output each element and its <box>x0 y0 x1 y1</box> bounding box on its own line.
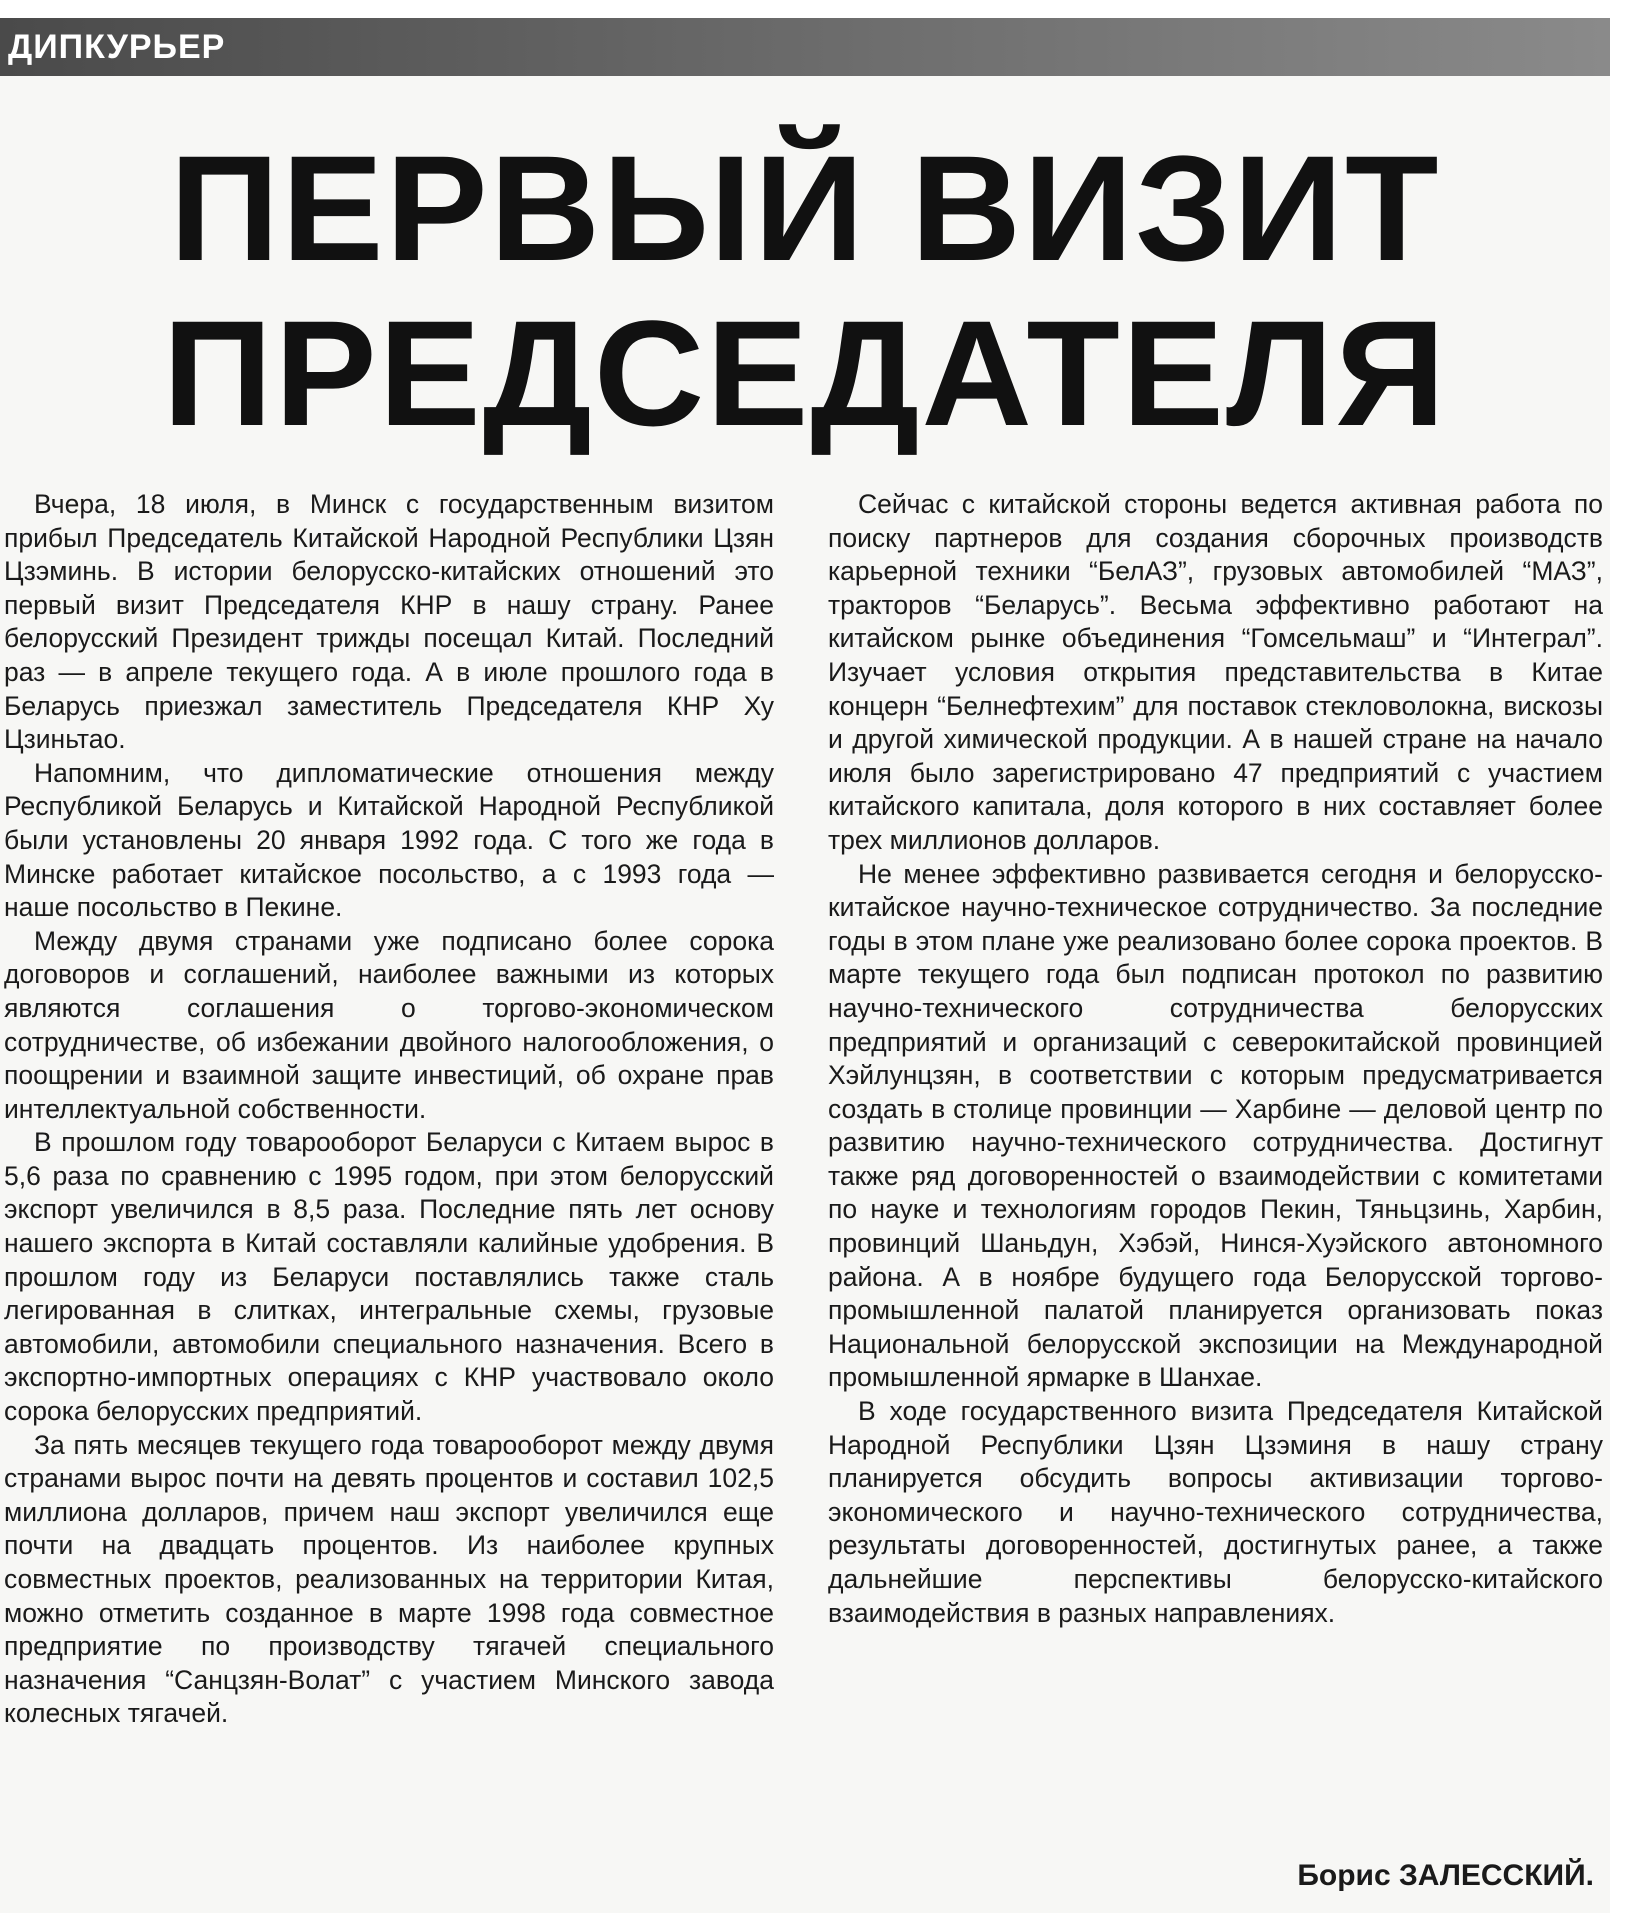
author-byline: Борис ЗАЛЕССКИЙ. <box>1297 1859 1594 1892</box>
paragraph: В прошлом году товарооборот Беларуси с Китаем вырос в 5,6 раза по сравнению с 1995 годом, при этом белорусский экспорт увеличился в 8,5 раза. Последние пять лет основу нашего экспорта в Китай составляли калийные удобрения. В прошлом году из Беларуси поставлялись также сталь легированная в слитках, интегральные схемы, грузовые автомобили, автомобили специального назначения. Всего в экспортно-импортных операциях с КНР участвовало около сорока белорусских предприятий. <box>4 1127 774 1427</box>
paragraph: За пять месяцев текущего года товарооборот между двумя странами вырос почти на девять процентов и составил 102,5 миллиона долларов, причем наш экспорт увеличился еще почти на двадцать процентов. Из наиболее крупных совместных проектов, реализованных на территории Китая, можно отметить созданное в марте 1998 года совместное предприятие по производству тягачей специального назначения “Санцзян-Волат” с участием Минского завода колесных тягачей. <box>4 1429 774 1729</box>
headline-line-2: ПРЕДСЕДАТЕЛЯ <box>162 289 1448 457</box>
article-column-left <box>4 488 774 1731</box>
newspaper-clipping <box>0 18 1610 1913</box>
article-column-right <box>828 488 1603 1630</box>
rubric-bar <box>0 18 1610 76</box>
paragraph: Между двумя странами уже подписано более сорока договоров и соглашений, наиболее важными из которых являются соглашения о торгово-экономическом сотрудничестве, об избежании двойного налогообложения, о поощрении и взаимной защите инвестиций, об охране прав интеллектуальной собственности. <box>4 925 774 1124</box>
headline-line-1: ПЕРВЫЙ ВИЗИТ <box>169 124 1441 292</box>
paragraph: Вчера, 18 июля, в Минск с государственным визитом прибыл Председатель Китайской Народной Республики Цзян Цзэминь. В истории белорусско-китайских отношений это первый визит Председателя КНР в нашу страну. Ранее белорусский Президент трижды посещал Китай. Последний раз — в апреле текущего года. А в июле прошлого года в Беларусь приезжал заместитель Председателя КНР Ху Цзиньтао. <box>4 489 774 755</box>
paragraph: В ходе государственного визита Председателя Китайской Народной Республики Цзян Цзэминя в нашу страну планируется обсудить вопросы активизации торгово-экономического и научно-технического сотрудничества, результаты договоренностей, достигнутых ранее, а также дальнейшие перспективы белорусско-китайского взаимодействия в разных направлениях. <box>828 1396 1603 1628</box>
paragraph: Сейчас с китайской стороны ведется активная работа по поиску партнеров для создания сборочных производств карьерной техники “БелАЗ”, грузовых автомобилей “МАЗ”, тракторов “Беларусь”. Весьма эффективно работают на китайском рынке объединения “Гомсельмаш” и “Интеграл”. Изучает условия открытия представительства в Китае концерн “Белнефтехим” для поставок стекловолокна, вискозы и другой химической продукции. А в нашей стране на начало июля было зарегистрировано 47 предприятий с участием китайского капитала, доля которого в них составляет более трех миллионов долларов. <box>828 489 1603 855</box>
paragraph: Не менее эффективно развивается сегодня и белорусско-китайское научно-техническое сотрудничество. За последние годы в этом плане уже реализовано более сорока проектов. В марте текущего года был подписан протокол по развитию научно-технического сотрудничества белорусских предприятий и организаций с северокитайской провинцией Хэйлунцзян, в соответствии с которым предусматривается создать в столице провинции — Харбине — деловой центр по развитию научно-технического сотрудничества. Достигнут также ряд договоренностей о взаимодействии с комитетами по науке и технологиям городов Пекин, Тяньцзинь, Харбин, провинций Шаньдун, Хэбэй, Нинся-Хуэйского автономного района. А в ноябре будущего года Белорусской торгово-промышленной палатой планируется организовать показ Национальной белорусской экспозиции на Международной промышленной ярмарке в Шанхае. <box>828 858 1603 1393</box>
paragraph: Напомним, что дипломатические отношения между Республикой Беларусь и Китайской Народной Республикой были установлены 20 января 1992 года. С того же года в Минске работает китайское посольство, а с 1993 года — наше посольство в Пекине. <box>4 757 774 923</box>
article-body <box>0 488 1610 1868</box>
rubric-label: ДИПКУРЬЕР <box>8 28 226 66</box>
